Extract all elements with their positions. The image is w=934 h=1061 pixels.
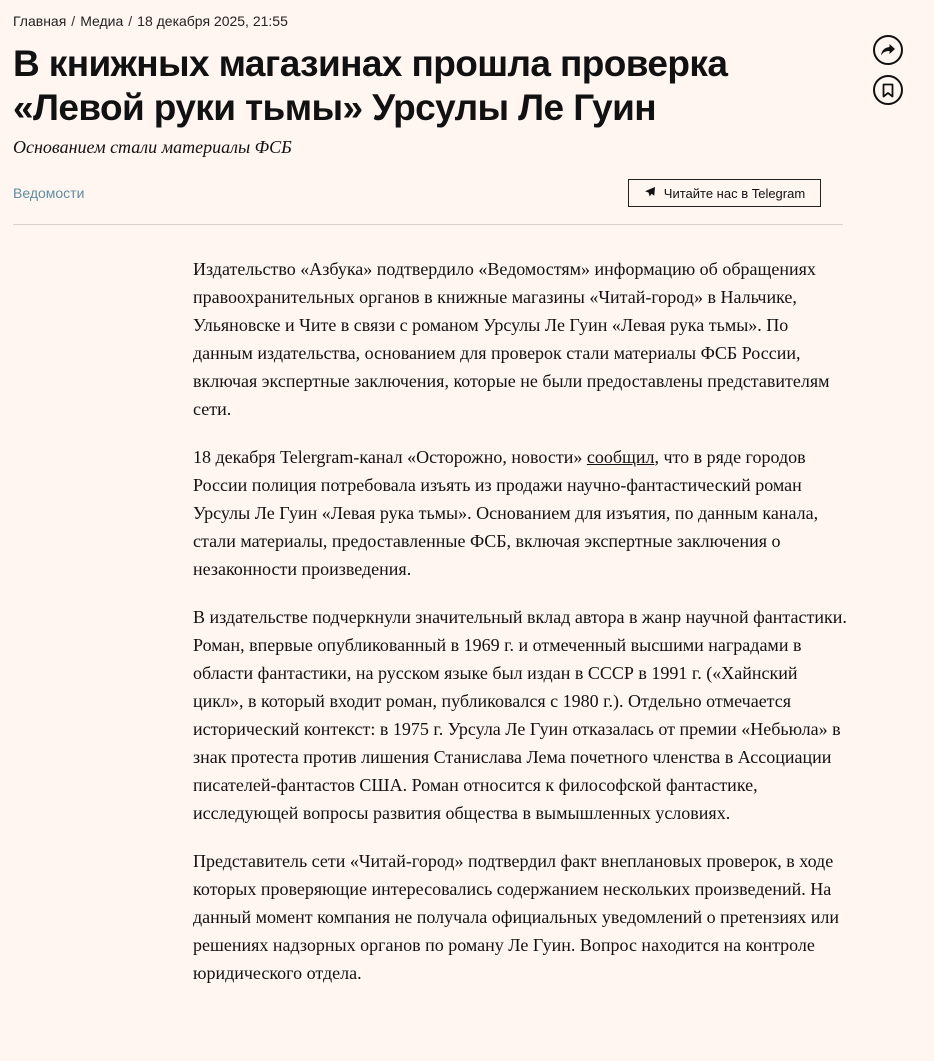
publish-date: 18 декабря 2025, 21:55 <box>137 13 288 29</box>
article-title: В книжных магазинах прошла проверка «Левой руки тьмы» Урсулы Ле Гуин <box>13 43 728 128</box>
share-icon <box>880 43 896 57</box>
breadcrumb-separator: / <box>128 13 133 29</box>
paragraph-text: 18 декабря Telergram-канал «Осторожно, новости» <box>193 447 587 467</box>
breadcrumb-section[interactable]: Медиа <box>80 13 124 29</box>
bookmark-button[interactable] <box>873 75 903 105</box>
breadcrumb-home[interactable]: Главная <box>13 13 67 29</box>
bookmark-icon <box>882 83 894 98</box>
breadcrumb-separator: / <box>71 13 76 29</box>
article-subtitle: Основанием стали материалы ФСБ <box>13 137 292 157</box>
article-paragraph: В издательстве подчеркнули значительный вклад автора в жанр научной фантастики. Роман, впервые опубликованный в 1969 г. и отмеченный высшими наградами в области фантастики, на русском языке был издан в СССР в 1991 г. («Хайнский цикл», в который входит роман, публиковался с 1980 г.). Отдельно отмечается исторический контекст: в 1975 г. Урсула Ле Гуин отказалась от премии «Небьюла» в знак протеста против лишения Станислава Лема почетного членства в Ассоциации писателей-фантастов США. Роман относится к философской фантастике, исследующей вопросы развития общества в вымышленных условиях. <box>193 607 847 823</box>
header-divider <box>13 224 843 225</box>
telegram-plane-icon <box>644 186 656 201</box>
article-paragraph <box>193 443 848 583</box>
paragraph-text: , что в ряде городов России полиция потребовала изъять из продажи научно-фантастический роман Урсулы Ле Гуин «Левая рука тьмы». Основанием для изъятия, по данным канала, стали материалы, предоставленные ФСБ, включая экспертные заключения о незаконности произведения. <box>193 447 819 579</box>
source-reference-link[interactable]: сообщил <box>586 447 655 467</box>
breadcrumb <box>13 13 288 29</box>
telegram-button[interactable] <box>628 179 821 207</box>
share-button[interactable] <box>873 35 903 65</box>
article-paragraph: Издательство «Азбука» подтвердило «Ведомостям» информацию об обращениях правоохранительных органов в книжные магазины «Читай-город» в Нальчике, Ульяновске и Чите в связи с романом Урсулы Ле Гуин «Левая рука тьмы». По данным издательства, основанием для проверок стали материалы ФСБ России, включая экспертные заключения, которые не были предоставлены представителям сети. <box>193 259 830 419</box>
article-paragraph: Представитель сети «Читай-город» подтвердил факт внеплановых проверок, в ходе которых проверяющие интересовались содержанием нескольких произведений. На данный момент компания не получала официальных уведомлений о претензиях или решениях надзорных органов по роману Ле Гуин. Вопрос находится на контроле юридического отдела. <box>193 851 840 983</box>
telegram-button-label: Читайте нас в Telegram <box>663 185 806 201</box>
article-body <box>193 255 848 1007</box>
source-link[interactable]: Ведомости <box>13 185 85 201</box>
